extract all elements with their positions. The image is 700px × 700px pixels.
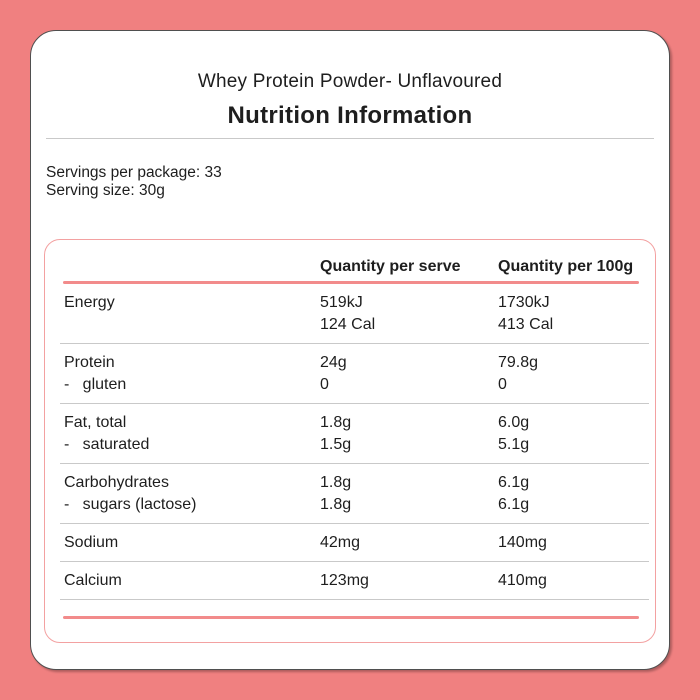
header-divider — [46, 138, 654, 139]
value-per-100g: 410mg — [498, 572, 547, 589]
product-title: Whey Protein Powder- Unflavoured — [197, 71, 503, 92]
nutrient-name: Energy — [64, 294, 115, 311]
value-per-serve: 24g — [320, 354, 347, 371]
serving-info — [46, 164, 657, 199]
column-header-per-serve: Quantity per serve — [320, 258, 461, 275]
value-per-100g: 0 — [498, 376, 507, 393]
nutrient-subname: - saturated — [64, 436, 150, 453]
nutrition-label-card — [30, 30, 670, 670]
nutrient-name: Protein — [64, 354, 115, 371]
value-per-serve: 1.8g — [320, 414, 352, 431]
nutrient-subname — [64, 314, 320, 336]
header-spacer — [60, 256, 320, 278]
page-title: Nutrition Information — [227, 102, 473, 129]
value-per-serve: 519kJ — [320, 294, 363, 311]
value-per-100g: 6.0g — [498, 414, 530, 431]
nutrient-name: Sodium — [64, 534, 119, 551]
table-row-carbohydrates — [60, 464, 649, 524]
value-per-serve: 1.8g — [320, 496, 352, 513]
value-per-100g: 79.8g — [498, 354, 539, 371]
nutrient-name: Carbohydrates — [64, 474, 169, 491]
value-per-100g: 6.1g — [498, 496, 530, 513]
value-per-serve: 0 — [320, 376, 329, 393]
servings-per-package: Servings per package: 33 — [46, 164, 222, 181]
value-per-100g: 1730kJ — [498, 294, 550, 311]
column-header-per-100g: Quantity per 100g — [498, 258, 634, 275]
value-per-serve: 124 Cal — [320, 316, 376, 333]
nutrient-name: Fat, total — [64, 414, 127, 431]
serving-size: Serving size: 30g — [46, 181, 165, 199]
value-per-serve: 1.8g — [320, 474, 352, 491]
value-per-100g: 6.1g — [498, 474, 530, 491]
value-per-100g: 5.1g — [498, 436, 530, 453]
value-per-serve: 42mg — [320, 534, 361, 551]
value-per-serve: 1.5g — [320, 436, 352, 453]
table-row-protein — [60, 344, 649, 404]
table-row-calcium — [60, 562, 649, 600]
nutrient-subname: - gluten — [64, 376, 127, 393]
table-row-energy — [60, 284, 649, 344]
value-per-100g: 413 Cal — [498, 316, 554, 333]
footer-accent-rule — [63, 616, 639, 619]
table-row-sodium — [60, 524, 649, 562]
nutrient-name: Calcium — [64, 572, 122, 589]
nutrition-table — [44, 239, 656, 643]
nutrient-subname: - sugars (lactose) — [64, 496, 197, 513]
table-header — [60, 240, 649, 281]
value-per-serve: 123mg — [320, 572, 369, 589]
value-per-100g: 140mg — [498, 534, 547, 551]
table-row-fat — [60, 404, 649, 464]
